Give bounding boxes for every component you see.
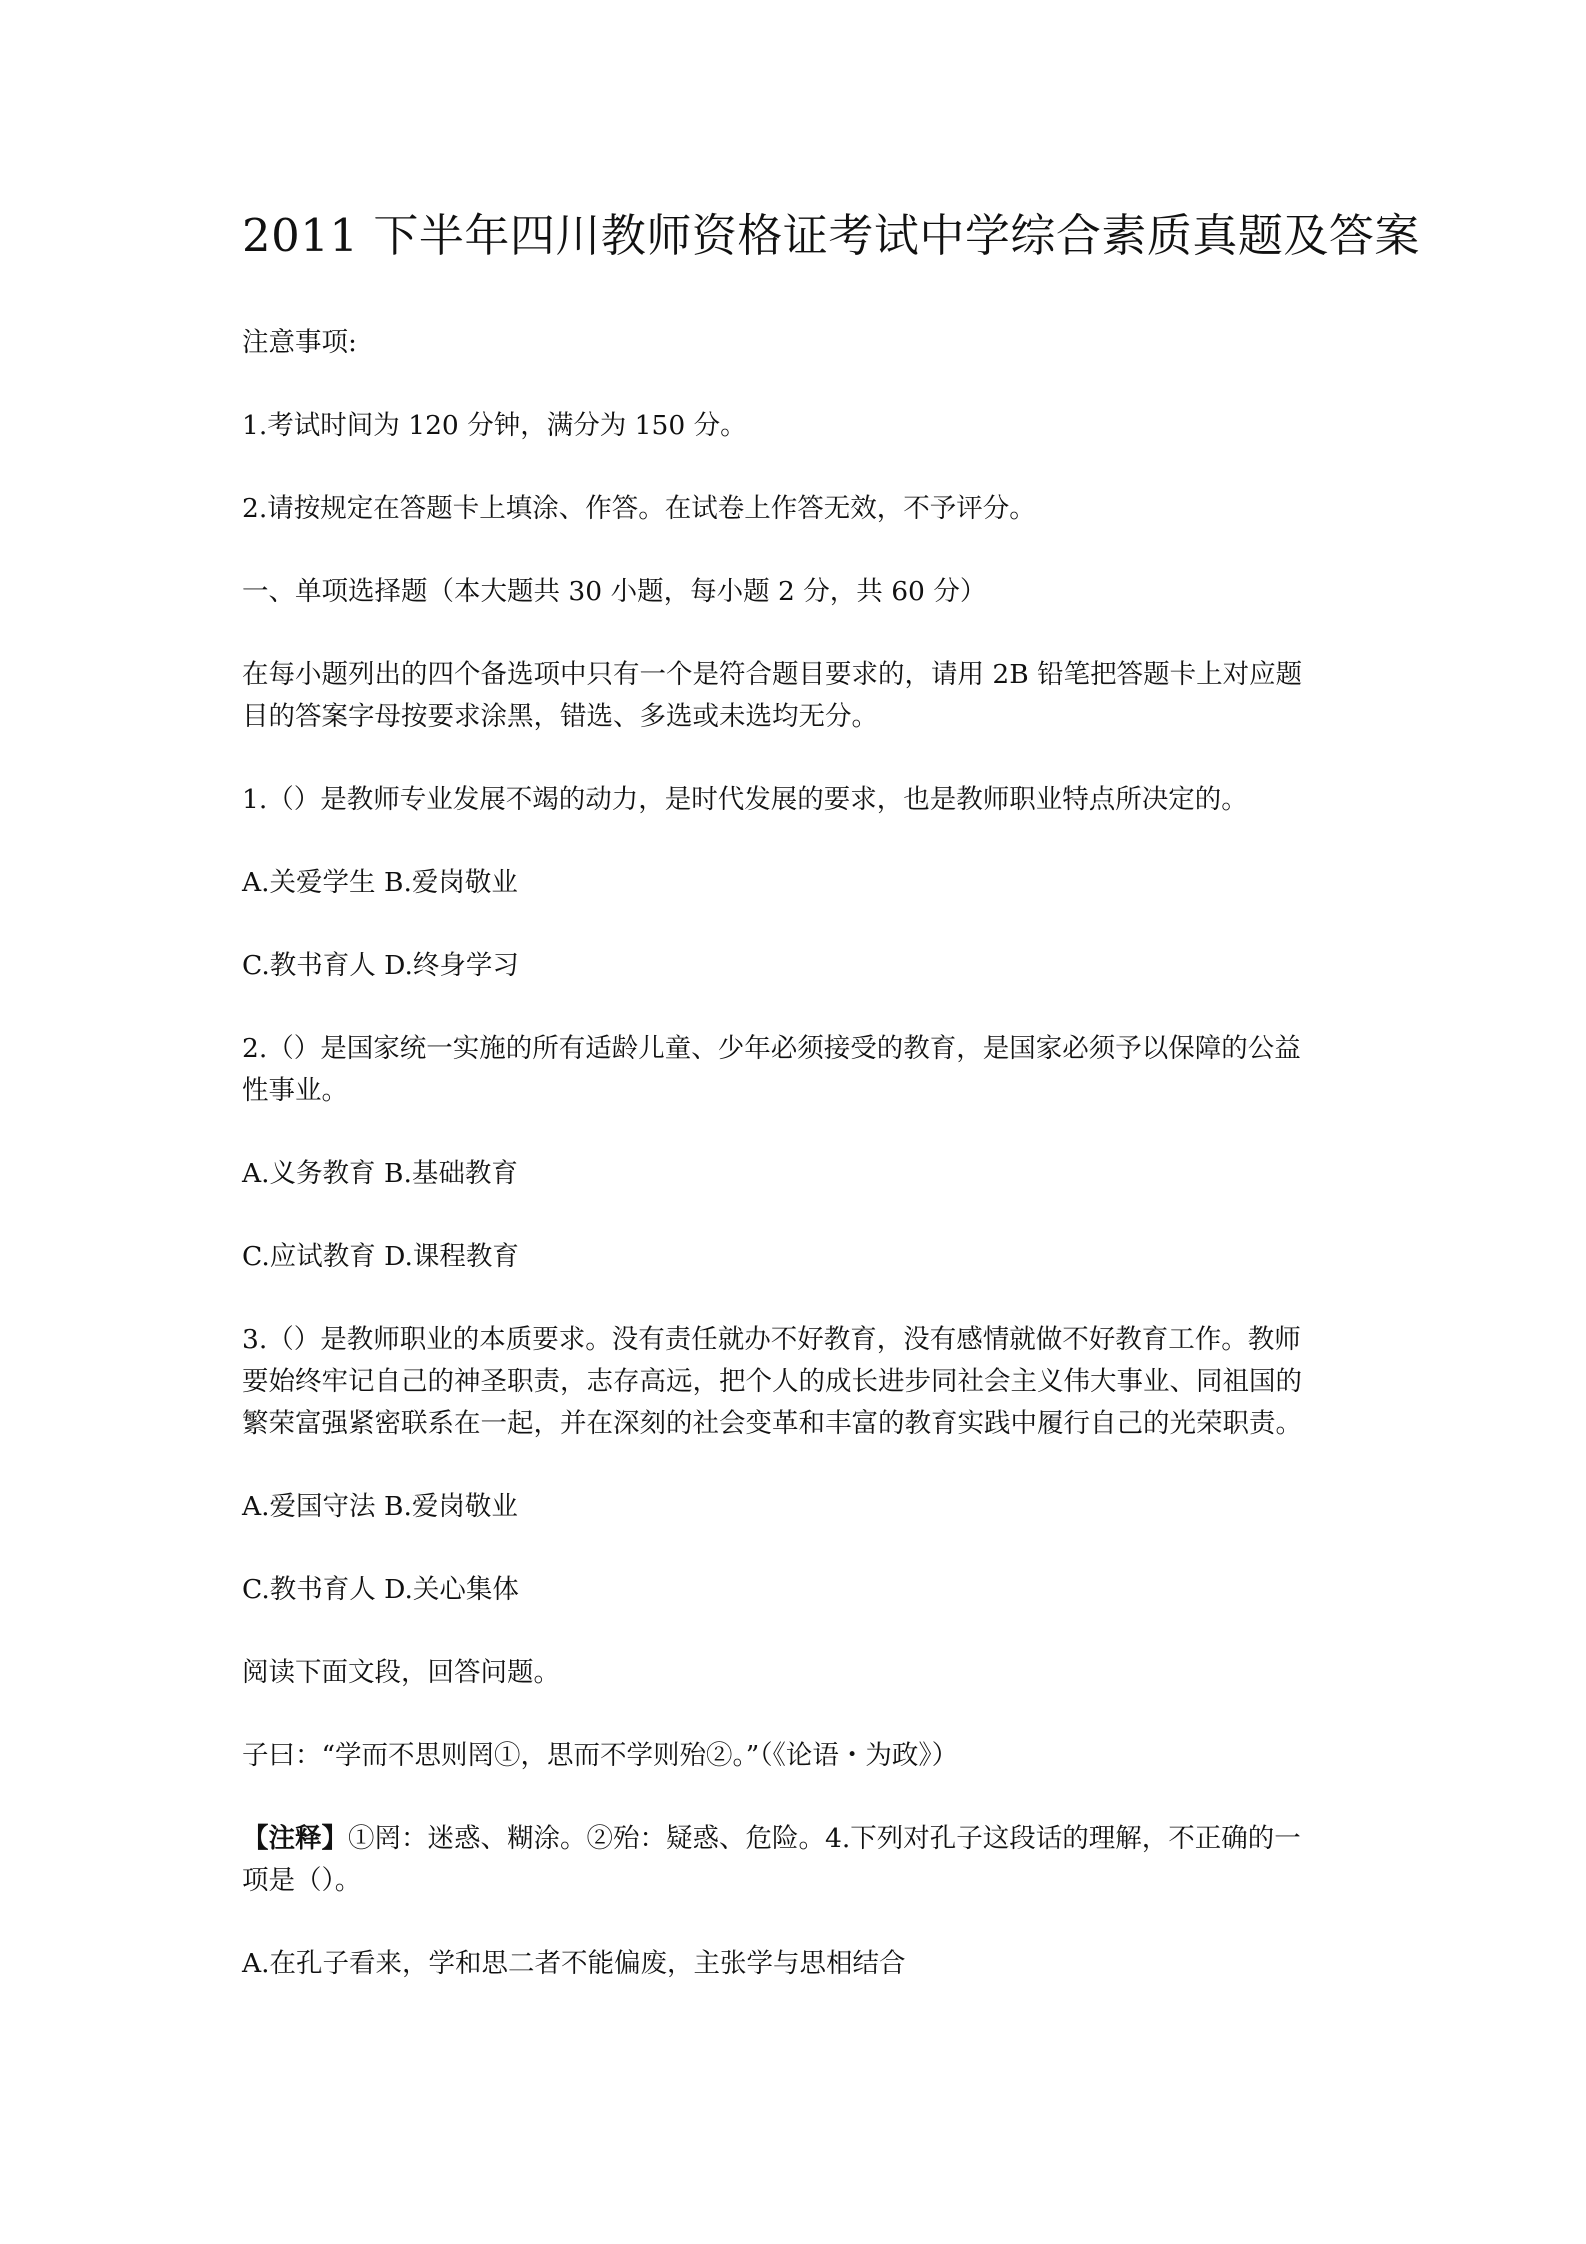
question-3-options-ab: A.爱国守法 B.爱岗敬业 [242, 1491, 518, 1522]
section-heading: 一、单项选择题（本大题共 30 小题，每小题 2 分，共 60 分） [242, 576, 987, 607]
annotation-line-1 [242, 1818, 1362, 1860]
document-title: 2011 下半年四川教师资格证考试中学综合素质真题及答案 [242, 209, 1420, 262]
annotation-line-2: 项是（）。 [242, 1865, 362, 1896]
question-3-options-cd: C.教书育人 D.关心集体 [242, 1574, 519, 1605]
question-2-stem-line-2: 性事业。 [242, 1075, 348, 1106]
instruction-line-1: 在每小题列出的四个备选项中只有一个是符合题目要求的，请用 2B 铅笔把答题卡上对应题 [242, 659, 1303, 690]
question-4-option-a: A.在孔子看来，学和思二者不能偏废，主张学与思相结合 [242, 1948, 906, 1979]
question-3-stem-line-1: 3.（）是教师职业的本质要求。没有责任就办不好教育，没有感情就做不好教育工作。教师 [242, 1324, 1301, 1355]
question-2-stem-line-1: 2.（）是国家统一实施的所有适龄儿童、少年必须接受的教育，是国家必须予以保障的公益 [242, 1033, 1301, 1064]
question-3-stem-line-3: 繁荣富强紧密联系在一起，并在深刻的社会变革和丰富的教育实践中履行自己的光荣职责。 [242, 1408, 1302, 1439]
notice-heading: 注意事项: [242, 327, 357, 358]
question-1-stem: 1.（）是教师专业发展不竭的动力，是时代发展的要求，也是教师职业特点所决定的。 [242, 784, 1248, 815]
question-2-options-cd: C.应试教育 D.课程教育 [242, 1241, 519, 1272]
question-1-options-ab: A.关爱学生 B.爱岗敬业 [242, 867, 518, 898]
notice-item-2: 2.请按规定在答题卡上填涂、作答。在试卷上作答无效，不予评分。 [242, 493, 1036, 524]
question-3-stem-line-2: 要始终牢记自己的神圣职责，志存高远，把个人的成长进步同社会主义伟大事业、同祖国的 [242, 1366, 1302, 1397]
notice-item-1: 1.考试时间为 120 分钟，满分为 150 分。 [242, 410, 747, 441]
annotation-text: ①罔：迷惑、糊涂。②殆：疑惑、危险。4.下列对孔子这段话的理解，不正确的一 [348, 1823, 1301, 1854]
question-2-options-ab: A.义务教育 B.基础教育 [242, 1158, 518, 1189]
classical-quote: 子曰：“学而不思则罔①，思而不学则殆②。”（《论语・为政》） [242, 1740, 959, 1771]
instruction-line-2: 目的答案字母按要求涂黑，错选、多选或未选均无分。 [242, 701, 878, 732]
question-1-options-cd: C.教书育人 D.终身学习 [242, 950, 519, 981]
reading-prompt: 阅读下面文段，回答问题。 [242, 1657, 560, 1688]
annotation-label: 【注释】 [242, 1823, 348, 1854]
